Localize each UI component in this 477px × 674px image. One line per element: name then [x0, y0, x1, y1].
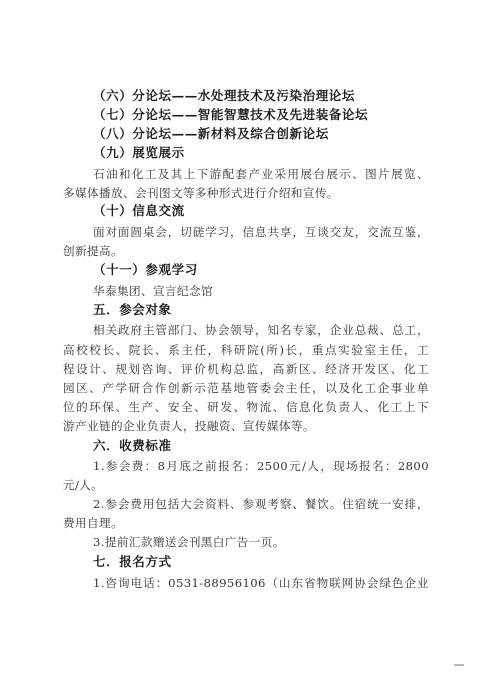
paragraph-line: 元/人。	[63, 478, 104, 492]
paragraph-line: 位的环保、生产、安全、研发、物流、信息化负责人、化工上下	[63, 400, 429, 414]
section-heading: （七）分论坛——智能智慧技术及先进装备论坛	[93, 107, 369, 122]
page-corner-mark	[454, 664, 464, 666]
section-heading: 七．报名方式	[93, 554, 172, 569]
paragraph-line: 相关政府主管部门、协会领导，知名专家，企业总裁、总工，	[93, 323, 429, 337]
paragraph-line: 2.参会费用包括大会资料、参观考察、餐饮。住宿统一安排，	[93, 497, 429, 511]
paragraph-line: 华泰集团、宣言纪念馆	[93, 284, 213, 298]
section-heading: 五．参会对象	[93, 302, 172, 317]
paragraph-line: 游产业链的企业负责人，投融资、宣传媒体等。	[63, 419, 315, 433]
section-heading: （九）展览展示	[93, 145, 185, 160]
paragraph-line: 费用自理。	[63, 516, 123, 530]
section-heading: （八）分论坛——新材料及综合创新论坛	[93, 126, 329, 141]
paragraph-line: 创新提高。	[63, 244, 123, 258]
paragraph-line: 3.提前汇款赠送会刊黑白广告一页。	[93, 535, 285, 549]
paragraph-line: 1.咨询电话：0531-88956106（山东省物联网协会绿色企业	[93, 576, 429, 590]
paragraph-line: 1.参会费：8月底之前报名：2500元/人，现场报名：2800	[93, 459, 429, 473]
paragraph-line: 多媒体播放、会刊图文等多种形式进行介绍和宣传。	[63, 186, 339, 200]
section-heading: （十）信息交流	[93, 203, 185, 218]
section-heading: （六）分论坛——水处理技术及污染治理论坛	[93, 88, 356, 103]
paragraph-line: 程设计、规划咨询、评价机构总监，高新区、经济开发区、化工	[63, 362, 429, 376]
paragraph-line: 高校校长、院长、系主任，科研院(所)长，重点实验室主任，工	[63, 343, 429, 357]
section-heading: （十一）参观学习	[93, 262, 198, 277]
paragraph-line: 石油和化工及其上下游配套产业采用展台展示、图片展览、	[93, 167, 429, 181]
paragraph-line: 园区、产学研合作创新示范基地管委会主任，以及化工企事业单	[63, 381, 429, 395]
paragraph-line: 面对面圆桌会，切磋学习，信息共享，互谈交友，交流互鉴，	[93, 225, 429, 239]
section-heading: 六．收费标准	[93, 438, 172, 453]
